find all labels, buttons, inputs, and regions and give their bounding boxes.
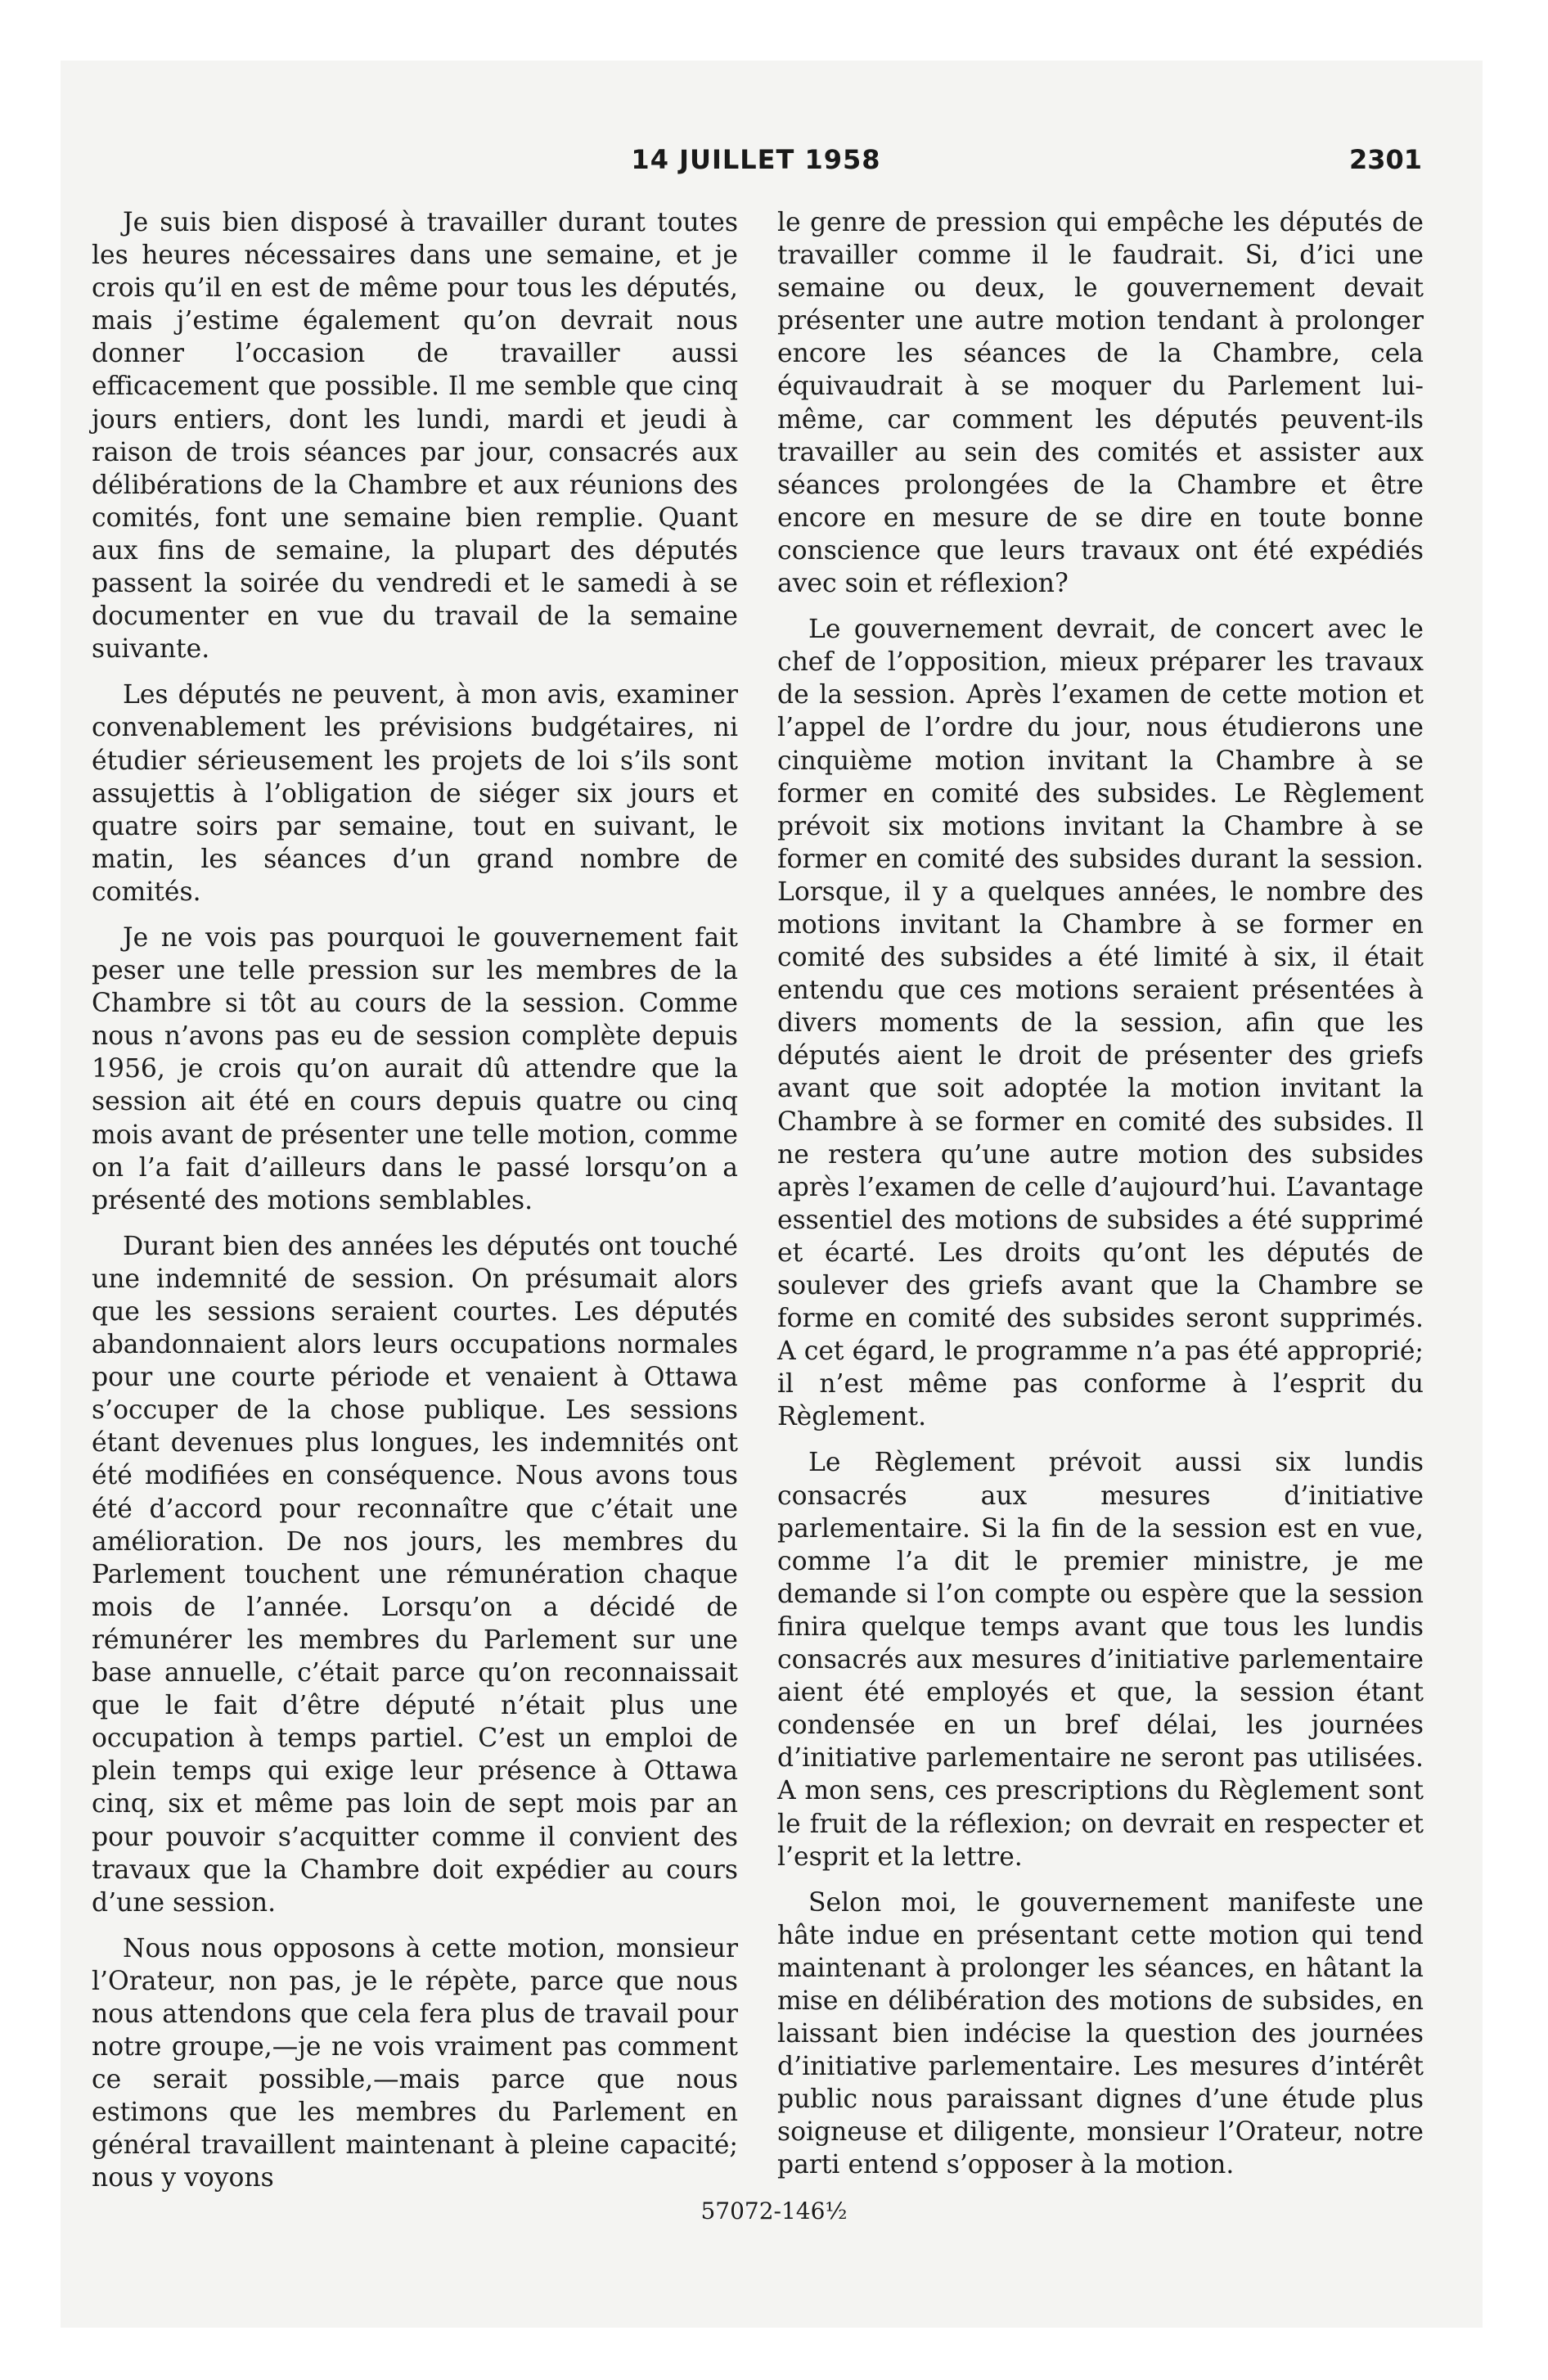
paragraph: Je ne vois pas pourquoi le gouvernement fait peser une telle pression sur les membres de la Chambre si tôt au cours de la session. Comme nous n’avons pas eu de session complète depuis 1956, je crois qu’on aurait dû attendre que la session ait été en cours depuis quatre ou cinq mois avant de présenter une telle motion, comme on l’a fait d’ailleurs dans le passé lorsqu’on a présenté des motions semblables. — [92, 922, 738, 1215]
header-date: 14 JUILLET 1958 — [631, 144, 881, 175]
paragraph: le genre de pression qui empêche les députés de travailler comme il le faudrait. Si, d’ici une semaine ou deux, le gouvernement devait présenter une autre motion tendant à prolonger encore les séances de la Chambre, cela équivaudrait à se moquer du Parlement lui-même, car comment les députés peuvent-ils travailler au sein des comités et assister aux séances prolongées de la Chambre et être encore en mesure de se dire en toute bonne conscience que leurs travaux ont été expédiés avec soin et réflexion? — [777, 208, 1424, 599]
page-number: 2301 — [1348, 144, 1422, 175]
page-header — [90, 144, 1422, 185]
paragraph: Le gouvernement devrait, de concert avec le chef de l’opposition, mieux préparer les travaux de la session. Après l’examen de cette motion et l’appel de l’ordre du jour, nous étudierons une cinquième motion invitant la Chambre à se former en comité des subsides. Le Règlement prévoit six motions invitant la Chambre à se former en comité des subsides durant la session. Lorsque, il y a quelques années, le nombre des motions invitant la Chambre à se former en comité des subsides a été limité à six, il était entendu que ces motions seraient présentées à divers moments de la session, afin que les députés aient le droit de présenter des griefs avant que soit adoptée la motion invitant la Chambre à se former en comité des subsides. Il ne restera qu’une autre motion des subsides après l’examen de celle d’aujourd’hui. L’avantage essentiel des motions de subsides a été supprimé et écarté. Les droits qu’ont les députés de soulever des griefs avant que la Chambre se forme en comité des subsides seront supprimés. A cet égard, le programme n’a pas été approprié; il n’est même pas conforme à l’esprit du Règlement. — [777, 615, 1424, 1432]
paragraph: Je suis bien disposé à travailler durant toutes les heures nécessaires dans une semaine, et je crois qu’il en est de même pour tous les députés, mais j’estime également qu’on devrait nous donner l’occasion de travailler aussi efficacement que possible. Il me semble que cinq jours entiers, dont les lundi, mardi et jeudi à raison de trois séances par jour, consacrés aux délibérations de la Chambre et aux réunions des comités, font une semaine bien remplie. Quant aux fins de semaine, la plupart des députés passent la soirée du vendredi et le samedi à se documenter en vue du travail de la semaine suivante. — [92, 208, 738, 665]
paragraph: Nous nous opposons à cette motion, monsieur l’Orateur, non pas, je le répète, parce que nous nous attendons que cela fera plus de travail pour notre groupe,—je ne vois vraiment pas comment ce serait possible,—mais parce que nous estimons que les membres du Parlement en général travaillent maintenant à pleine capacité; nous y voyons — [92, 1933, 738, 2193]
paragraph: Selon moi, le gouvernement manifeste une hâte indue en présentant cette motion qui tend maintenant à prolonger les séances, en hâtant la mise en délibération des motions de subsides, en laissant bien indécise la question des journées d’initiative parlementaire. Les mesures d’intérêt public nous paraissant dignes d’une étude plus soigneuse et diligente, monsieur l’Orateur, notre parti entend s’opposer à la motion. — [777, 1887, 1424, 2180]
left-column — [92, 206, 738, 2208]
paragraph: Le Règlement prévoit aussi six lundis consacrés aux mesures d’initiative parlementaire. Si la fin de la session est en vue, comme l’a dit le premier ministre, je me demande si l’on compte ou espère que la session finira quelque temps avant que tous les lundis consacrés aux mesures d’initiative parlementaire aient été employés et que, la session étant condensée en un bref délai, les journées d’initiative parlementaire ne seront pas utilisées. A mon sens, ces prescriptions du Règlement sont le fruit de la réflexion; on devrait en respecter et l’esprit et la lettre. — [777, 1448, 1424, 1872]
paragraph: Durant bien des années les députés ont touché une indemnité de session. On présumait alors que les sessions seraient courtes. Les députés abandonnaient alors leurs occupations normales pour une courte période et venaient à Ottawa s’occuper de la chose publique. Les sessions étant devenues plus longues, les indemnités ont été modifiées en conséquence. Nous avons tous été d’accord pour reconnaître que c’était une amélioration. De nos jours, les membres du Parlement touchent une rémunération chaque mois de l’année. Lorsqu’on a décidé de rémunérer les membres du Parlement sur une base annuelle, c’était parce qu’on reconnaissait que le fait d’être député n’était plus une occupation à temps partiel. C’est un emploi de plein temps qui exige leur présence à Ottawa cinq, six et même pas loin de sept mois par an pour pouvoir s’acquitter comme il convient des travaux que la Chambre doit expédier au cours d’une session. — [92, 1231, 738, 1918]
right-column — [777, 206, 1424, 2195]
footer-print-code: 57072-146½ — [700, 2197, 848, 2224]
paragraph: Les députés ne peuvent, à mon avis, examiner convenablement les prévisions budgétaires, ni étudier sérieusement les projets de loi s’ils sont assujettis à l’obligation de siéger six jours et quatre soirs par semaine, tout en suivant, le matin, les séances d’un grand nombre de comités. — [92, 680, 738, 907]
